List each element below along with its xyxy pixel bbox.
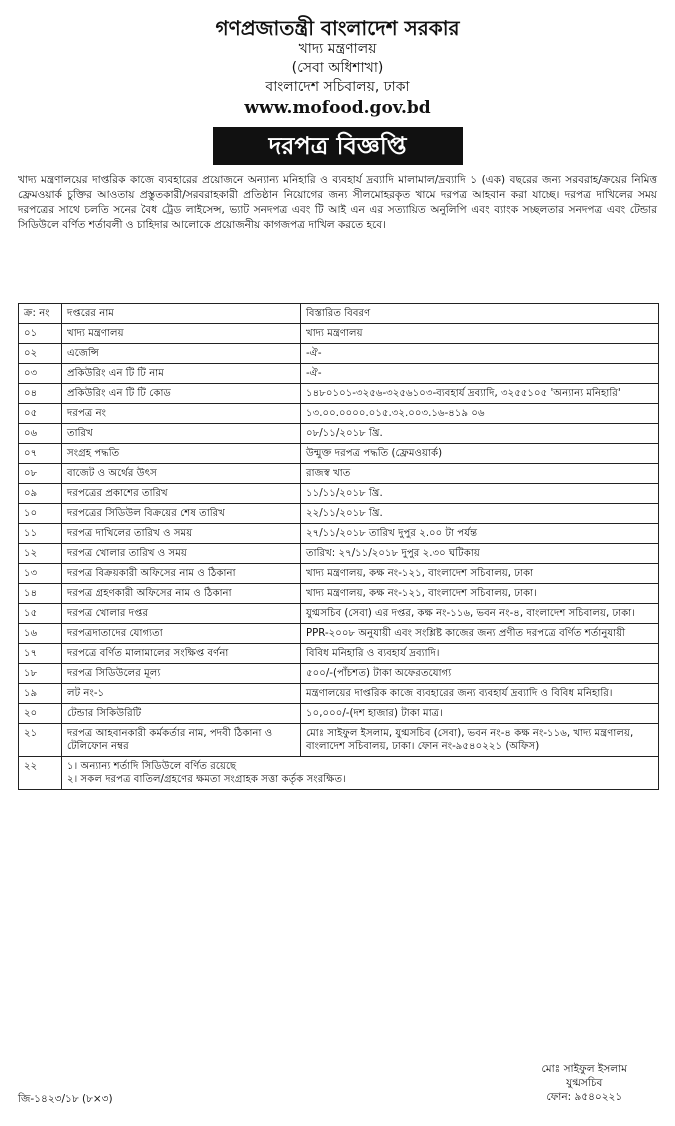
row-serial: ১৭ [19, 644, 62, 664]
table-row [19, 604, 659, 624]
note-line: ২। সকল দরপত্র বাতিল/গ্রহণের ক্ষমতা সংগ্রাহক সত্তা কর্তৃক সংরক্ষিত। [67, 774, 346, 785]
row-serial: ১০ [19, 504, 62, 524]
signatory-designation: যুগ্মসচিব [566, 1077, 603, 1089]
row-office-name: খাদ্য মন্ত্রণালয় [62, 324, 301, 344]
column-header-office: দপ্তরের নাম [62, 304, 301, 324]
row-serial: ১৫ [19, 604, 62, 624]
row-serial: ০৯ [19, 484, 62, 504]
table-row [19, 644, 659, 664]
row-serial: ১৯ [19, 684, 62, 704]
row-office-name: তারিখ [62, 424, 301, 444]
row-detail: খাদ্য মন্ত্রণালয়, কক্ষ নং-১২১, বাংলাদেশ সচিবালয়, ঢাকা। [301, 584, 659, 604]
table-row [19, 484, 659, 504]
row-serial: ০৭ [19, 444, 62, 464]
table-row [19, 324, 659, 344]
row-office-name: দরপত্রের সিডিউল বিক্রয়ের শেষ তারিখ [62, 504, 301, 524]
column-header-detail: বিস্তারিত বিবরণ [301, 304, 659, 324]
row-detail: তারিখ: ২৭/১১/২০১৮ দুপুর ২.৩০ ঘটিকায় [301, 544, 659, 564]
row-office-name: টেন্ডার সিকিউরিটি [62, 704, 301, 724]
row-serial: ০৪ [19, 384, 62, 404]
row-detail: রাজস্ব খাত [301, 464, 659, 484]
row-office-name: বাজেট ও অর্থের উৎস [62, 464, 301, 484]
tender-table [18, 303, 659, 790]
table-row [19, 724, 659, 757]
row-serial: ১৩ [19, 564, 62, 584]
row-serial: ২১ [19, 724, 62, 757]
row-detail: ২৭/১১/২০১৮ তারিখ দুপুর ২.০০ টা পর্যন্ত [301, 524, 659, 544]
table-row [19, 344, 659, 364]
row-detail: PPR-২০০৮ অনুযায়ী এবং সংশ্লিষ্ট কাজের জন্য প্রণীত দরপত্রে বর্ণিত শর্তানুযায়ী [301, 624, 659, 644]
table-row [19, 464, 659, 484]
column-header-serial: ক্র: নং [19, 304, 62, 324]
website-link[interactable]: www.mofood.gov.bd [244, 98, 431, 118]
table-row [19, 624, 659, 644]
table-row [19, 444, 659, 464]
table-row [19, 664, 659, 684]
row-detail: মন্ত্রণালয়ের দাপ্তরিক কাজে ব্যবহারের জন্য ব্যবহার্য দ্রব্যাদি ও বিবিধ মনিহারি। [301, 684, 659, 704]
row-detail: -ঐ- [301, 364, 659, 384]
table-row-notes [19, 757, 659, 790]
row-office-name: দরপত্র দাখিলের তারিখ ও সময় [62, 524, 301, 544]
table-row [19, 404, 659, 424]
row-detail: খাদ্য মন্ত্রণালয়, কক্ষ নং-১২১, বাংলাদেশ সচিবালয়, ঢাকা [301, 564, 659, 584]
row-office-name: দরপত্রের প্রকাশের তারিখ [62, 484, 301, 504]
row-notes [62, 757, 659, 790]
row-office-name: দরপত্র নং [62, 404, 301, 424]
row-serial: ০৩ [19, 364, 62, 384]
row-serial: ০৬ [19, 424, 62, 444]
row-serial: ১১ [19, 524, 62, 544]
notice-header [0, 16, 675, 165]
row-office-name: এজেন্সি [62, 344, 301, 364]
row-serial: ২০ [19, 704, 62, 724]
row-detail: ১১/১১/২০১৮ খ্রি. [301, 484, 659, 504]
row-serial: ০৫ [19, 404, 62, 424]
signatory-phone: ফোন: ৯৫৪০২২১ [546, 1091, 623, 1103]
row-office-name: দরপত্র খোলার দপ্তর [62, 604, 301, 624]
row-serial: ০২ [19, 344, 62, 364]
row-detail: ৫০০/-(পাঁচশত) টাকা অফেরতযোগ্য [301, 664, 659, 684]
row-detail: খাদ্য মন্ত্রণালয় [301, 324, 659, 344]
row-detail: মোঃ সাইফুল ইসলাম, যুগ্মসচিব (সেবা), ভবন নং-৪ কক্ষ নং-১১৬, খাদ্য মন্ত্রণালয়, বাংলাদেশ সচিবালয়, ঢাকা। ফোন নং-৯৫৪০২২১ (অফিস) [301, 724, 659, 757]
row-serial: ১৬ [19, 624, 62, 644]
table-row [19, 544, 659, 564]
table-row [19, 524, 659, 544]
notice-footer [0, 1058, 675, 1118]
table-row [19, 564, 659, 584]
row-office-name: প্রকিউরিং এন টি টি নাম [62, 364, 301, 384]
row-serial: ০১ [19, 324, 62, 344]
row-detail: বিবিধ মনিহারি ও ব্যবহার্য দ্রব্যাদি। [301, 644, 659, 664]
row-office-name: দরপত্র সিডিউলের মূল্য [62, 664, 301, 684]
table-row [19, 424, 659, 444]
row-office-name: দরপত্র আহবানকারী কর্মকর্তার নাম, পদবী ঠিকানা ও টেলিফোন নম্বর [62, 724, 301, 757]
signature-block [542, 1062, 627, 1104]
ministry-name: খাদ্য মন্ত্রণালয় [298, 41, 377, 57]
row-serial: ১৮ [19, 664, 62, 684]
row-serial: ২২ [19, 757, 62, 790]
table-row [19, 684, 659, 704]
row-detail: উন্মুক্ত দরপত্র পদ্ধতি (ফ্রেমওয়ার্ক) [301, 444, 659, 464]
row-serial: ১২ [19, 544, 62, 564]
table-row [19, 504, 659, 524]
row-detail: ১৩.০০.০০০০.০১৫.৩২.০০৩.১৬-৪১৯ ০৬ [301, 404, 659, 424]
row-office-name: দরপত্র গ্রহণকারী অফিসের নাম ও ঠিকানা [62, 584, 301, 604]
table-row [19, 364, 659, 384]
table-header-row [19, 304, 659, 324]
row-office-name: দরপত্রদাতাদের যোগ্যতা [62, 624, 301, 644]
note-line: ১। অন্যান্য শর্তাদি সিডিউলে বর্ণিত রয়েছে [67, 761, 237, 772]
row-detail: ০৮/১১/২০১৮ খ্রি. [301, 424, 659, 444]
row-office-name: সংগ্রহ পদ্ধতি [62, 444, 301, 464]
signatory-name: মোঃ সাইফুল ইসলাম [541, 1063, 627, 1075]
row-serial: ১৪ [19, 584, 62, 604]
row-detail: ১৪৮০১০১-৩২৫৬-৩২৫৬১০৩-ব্যবহার্য দ্রব্যাদি, ৩২৫৫১০৫ 'অন্যান্য মনিহারি' [301, 384, 659, 404]
government-name: গণপ্রজাতন্ত্রী বাংলাদেশ সরকার [215, 16, 460, 40]
table-row [19, 384, 659, 404]
row-office-name: প্রকিউরিং এন টি টি কোড [62, 384, 301, 404]
office-location: বাংলাদেশ সচিবালয়, ঢাকা [265, 79, 410, 95]
row-office-name: দরপত্রে বর্ণিত মালামালের সংক্ষিপ্ত বর্ণনা [62, 644, 301, 664]
table-row [19, 704, 659, 724]
intro-paragraph: খাদ্য মন্ত্রণালয়ের দাপ্তরিক কাজে ব্যবহারের প্রয়োজনে অন্যান্য মনিহারি ও ব্যবহার্য দ্রব্যাদি মালামাল/দ্রব্যাদি ১ (এক) বছরের জন্য সরবরাহ/ক্রয়ের নিমিত্ত ফ্রেমওয়ার্ক চুক্তির আওতায় প্রস্তুতকারী/সরবরাহকারী প্রতিষ্ঠান নিয়োগের জন্য সীলমোহরকৃত খামে দরপত্র আহবান করা যাচ্ছে। দরপত্র দাখিলের সময় দরপত্রের সাথে চলতি সনের বৈধ ট্রেড লাইসেন্স, ভ্যাট সনদপত্র এবং টি আই এন এর সত্যায়িত অনুলিপি এবং ব্যাংক সচ্ছলতার সনদপত্র এবং টেন্ডার সিডিউলে বর্ণিত শর্তাবলী ও চাহিদার আলোকে প্রয়োজনীয় কাগজপত্র দাখিল করতে হবে। [18, 174, 657, 231]
row-office-name: লট নং-১ [62, 684, 301, 704]
table-row [19, 584, 659, 604]
branch-name: (সেবা অধিশাখা) [291, 60, 384, 76]
row-office-name: দরপত্র খোলার তারিখ ও সময় [62, 544, 301, 564]
row-detail: ২২/১১/২০১৮ খ্রি. [301, 504, 659, 524]
row-detail: -ঐ- [301, 344, 659, 364]
row-office-name: দরপত্র বিক্রয়কারী অফিসের নাম ও ঠিকানা [62, 564, 301, 584]
row-serial: ০৮ [19, 464, 62, 484]
reference-number: জি-১৪২৩/১৮ (৮×৩) [18, 1093, 113, 1105]
row-detail: যুগ্মসচিব (সেবা) এর দপ্তর, কক্ষ নং-১১৬, ভবন নং-৪, বাংলাদেশ সচিবালয়, ঢাকা। [301, 604, 659, 624]
row-detail: ১০,০০০/-(দশ হাজার) টাকা মাত্র। [301, 704, 659, 724]
notice-title: দরপত্র বিজ্ঞপ্তি [213, 127, 463, 165]
